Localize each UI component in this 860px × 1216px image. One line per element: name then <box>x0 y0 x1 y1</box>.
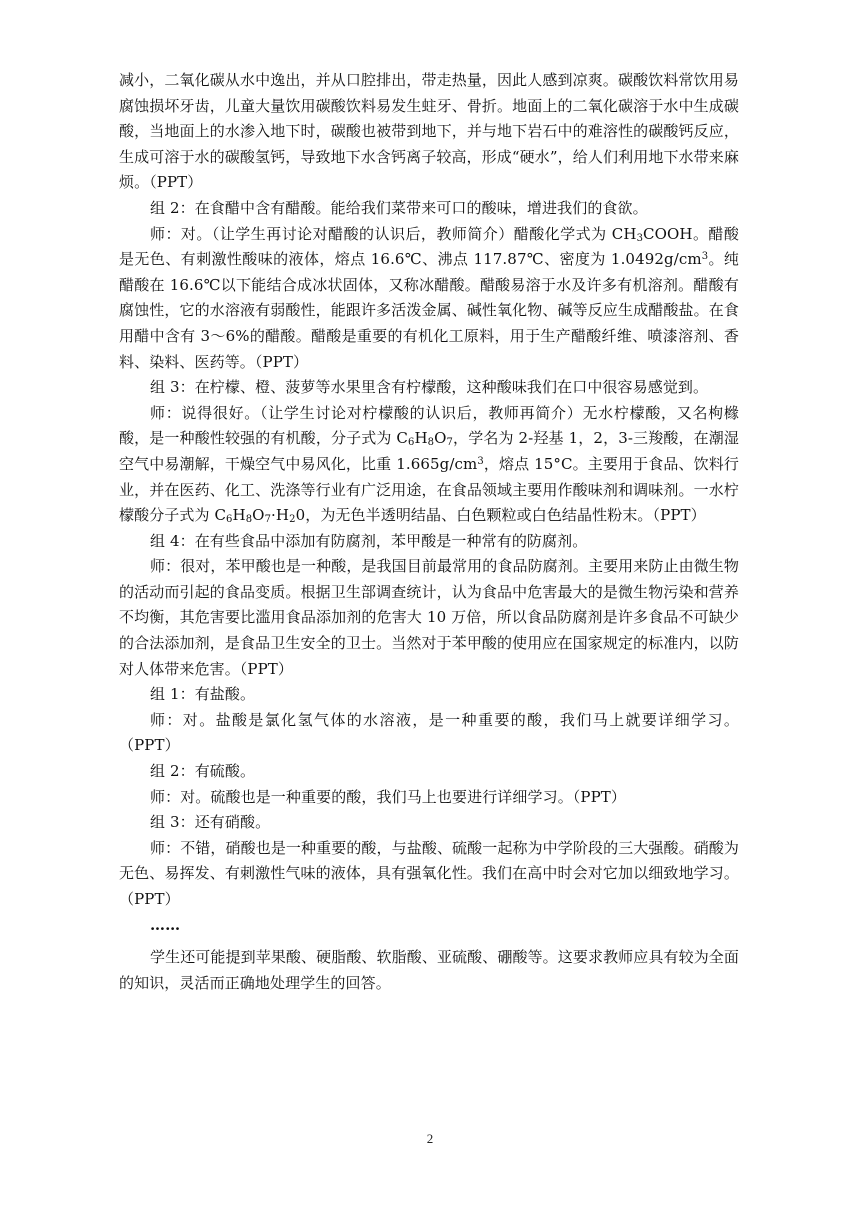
paragraph-p-t-acetic <box>119 222 739 376</box>
paragraph-p-t-hno3 <box>119 836 739 913</box>
subscript: 6 <box>226 514 233 526</box>
text-segment: 组 2：有硫酸。 <box>150 762 256 781</box>
paragraph-p-g2a <box>119 196 739 222</box>
text-segment: 师：对。硫酸也是一种重要的酸，我们马上也要进行详细学习。（PPT） <box>150 787 626 806</box>
text-segment: ·H <box>271 506 290 525</box>
paragraph-p-t-citric <box>119 401 739 529</box>
paragraph-p-g3a <box>119 375 739 401</box>
text-segment: H <box>232 506 246 525</box>
paragraph-p-g3b <box>119 810 739 836</box>
text-segment: …… <box>150 915 181 934</box>
paragraph-p-t-hcl <box>119 708 739 759</box>
text-segment: 。纯醋酸在 16.6℃以下能结合成冰状固体，又称冰醋酸。醋酸易溶于水及许多有机溶剂。醋酸有腐蚀性，它的水溶液有弱酸性，能跟许多活泼金属、碱性氧化物、碱等反应生成醋酸盐。在食用醋中含有 3～6%的醋酸。醋酸是重要的有机化工原料，用于生产醋酸纤维、喷漆溶剂、香料、染料、医药等。（PPT） <box>119 250 739 371</box>
subscript: 7 <box>264 514 272 526</box>
paragraph-p-t-h2so4 <box>119 785 739 811</box>
subscript: 8 <box>245 514 253 526</box>
text-segment: 减小，二氧化碳从水中逸出，并从口腔排出，带走热量，因此人感到凉爽。碳酸饮料常饮用易腐蚀损坏牙齿，儿童大量饮用碳酸饮料易发生蛀牙、骨折。地面上的二氧化碳溶于水中生成碳酸，当地面上的水渗入地下时，碳酸也被带到地下，并与地下岩石中的难溶性的碳酸钙反应，生成可溶于水的碳酸氢钙，导致地下水含钙离子较高，形成“硬水”，给人们利用地下水带来麻烦。（PPT） <box>119 71 739 192</box>
text-segment: 师：说得很好。（让学生讨论对柠檬酸的认识后，教师再简介）无水柠檬酸，又名枸橼酸，是一种酸性较强的有机酸，分子式为 C <box>119 403 739 448</box>
text-segment: ，熔点 15°C。主要用于食品、饮料行业，并在医药、化工、洗涤等行业有广泛用途，在食品领域主要用作酸味剂和调味剂。一水柠檬酸分子式为 C <box>119 454 740 525</box>
paragraph-p-t-benzoic <box>119 554 739 682</box>
text-segment: 师：对。（让学生再讨论对醋酸的认识后，教师简介）醋酸化学式为 CH <box>150 224 637 243</box>
paragraph-p-cont <box>119 68 739 196</box>
text-segment: 组 3：还有硝酸。 <box>150 813 271 832</box>
paragraph-p-g2b <box>119 759 739 785</box>
text-segment: O <box>434 429 447 448</box>
paragraph-p-ellipsis <box>119 913 739 939</box>
text-segment: 组 3：在柠檬、橙、菠萝等水果里含有柠檬酸，这种酸味我们在口中很容易感觉到。 <box>150 378 709 397</box>
paragraph-p-summary <box>119 945 739 996</box>
text-segment: 学生还可能提到苹果酸、硬脂酸、软脂酸、亚硫酸、硼酸等。这要求教师应具有较为全面的知识，灵活而正确地处理学生的回答。 <box>119 948 739 992</box>
text-segment: 组 2：在食醋中含有醋酸。能给我们菜带来可口的酸味，增进我们的食欲。 <box>150 198 648 217</box>
text-segment: O <box>252 506 265 525</box>
text-segment: H <box>414 429 428 448</box>
paragraph-p-g1 <box>119 682 739 708</box>
superscript: 3 <box>701 251 709 263</box>
subscript: 2 <box>289 514 296 526</box>
paragraph-p-g4 <box>119 529 739 555</box>
page-number: 2 <box>426 1131 434 1146</box>
text-segment: 组 4：在有些食品中添加有防腐剂，苯甲酸是一种常有的防腐剂。 <box>150 531 588 550</box>
text-segment: 师：对。盐酸是氯化氢气体的水溶液，是一种重要的酸，我们马上就要详细学习。（PPT） <box>119 710 739 755</box>
text-segment: 0，为无色半透明结晶、白色颗粒或白色结晶性粉末。（PPT） <box>295 506 706 525</box>
subscript: 6 <box>408 437 415 449</box>
superscript: 3 <box>477 455 484 467</box>
subscript: 3 <box>636 232 644 244</box>
subscript: 7 <box>446 437 454 449</box>
text-segment: 师：不错，硝酸也是一种重要的酸，与盐酸、硫酸一起称为中学阶段的三大强酸。硝酸为无色、易挥发、有刺激性气味的液体，具有强氧化性。我们在高中时会对它加以细致地学习。（PPT） <box>119 838 739 908</box>
text-segment: 组 1：有盐酸。 <box>150 685 256 704</box>
subscript: 8 <box>427 437 435 449</box>
text-segment: ，学名为 2-羟基 1，2，3-三羧酸，在潮湿空气中易潮解，干燥空气中易风化，比重 1.665g/cm <box>119 429 740 473</box>
document-body <box>119 68 739 996</box>
text-segment: 师：很对，苯甲酸也是一种酸，是我国目前最常用的食品防腐剂。主要用来防止由微生物的活动而引起的食品变质。根据卫生部调查统计，认为食品中危害最大的是微生物污染和营养不均衡，其危害要比滥用食品添加剂的危害大 10 万倍，所以食品防腐剂是许多食品不可缺少的合法添加剂，是食品卫生安全的卫士。当然对于苯甲酸的使用应在国家规定的标准内，以防对人体带来危害。（PPT） <box>119 557 739 678</box>
text-segment: COOH。醋酸是无色、有刺激性酸味的液体，熔点 16.6℃、沸点 117.87℃、密度为 1.0492g/cm <box>119 224 739 269</box>
